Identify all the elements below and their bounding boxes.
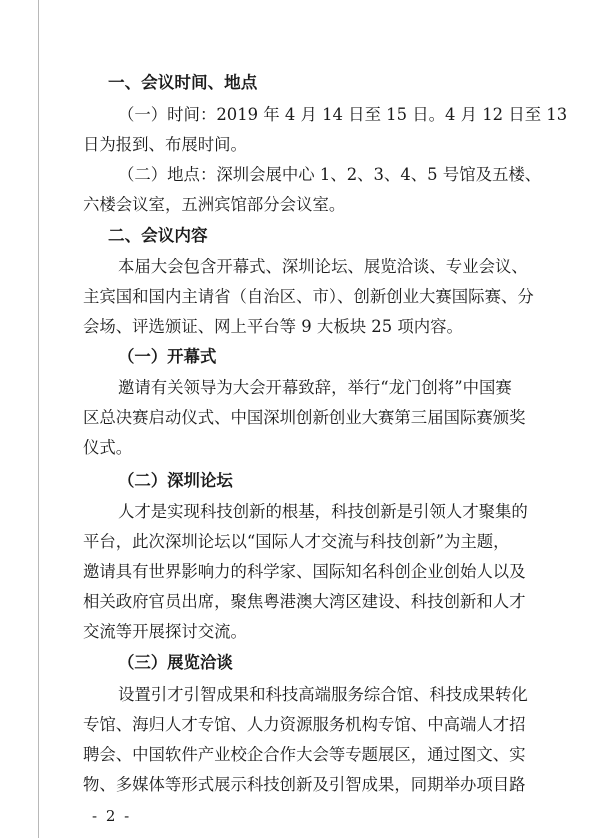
forum-line-3: 邀请具有世界影响力的科学家、国际知名科创企业创始人以及 bbox=[83, 562, 526, 581]
opening-line-2: 区总决赛启动仪式、中国深圳创新创业大赛第三届国际赛颁奖 bbox=[83, 408, 526, 427]
opening-ceremony-title: （一）开幕式 bbox=[118, 347, 217, 366]
time-line-1: （一）时间：2019 年 4 月 14 日至 15 日。4 月 12 日至 13 bbox=[118, 105, 568, 124]
exhibition-title: （三）展览洽谈 bbox=[118, 653, 233, 672]
forum-line-4: 相关政府官员出席，聚焦粤港澳大湾区建设、科技创新和人才 bbox=[83, 592, 526, 611]
section-2-heading: 二、会议内容 bbox=[108, 226, 208, 245]
location-line-1: （二）地点：深圳会展中心 1、2、3、4、5 号馆及五楼、 bbox=[118, 165, 542, 184]
exhibition-line-1: 设置引才引智成果和科技高端服务综合馆、科技成果转化 bbox=[118, 685, 528, 704]
forum-line-5: 交流等开展探讨交流。 bbox=[83, 622, 247, 641]
intro-line-1: 本届大会包含开幕式、深圳论坛、展览洽谈、专业会议、 bbox=[118, 257, 528, 276]
location-line-2: 六楼会议室，五洲宾馆部分会议室。 bbox=[83, 195, 346, 214]
section-1-heading: 一、会议时间、地点 bbox=[108, 73, 258, 92]
forum-line-1: 人才是实现科技创新的根基，科技创新是引领人才聚集的 bbox=[118, 502, 528, 521]
exhibition-line-4: 物、多媒体等形式展示科技创新及引智成果，同期举办项目路 bbox=[83, 775, 526, 794]
shenzhen-forum-title: （二）深圳论坛 bbox=[118, 471, 233, 490]
opening-line-3: 仪式。 bbox=[83, 438, 133, 457]
exhibition-line-3: 聘会、中国软件产业校企合作大会等专题展区，通过图文、实 bbox=[83, 745, 526, 764]
intro-line-3: 会场、评选颁证、网上平台等 9 大板块 25 项内容。 bbox=[83, 317, 463, 336]
opening-line-1: 邀请有关领导为大会开幕致辞，举行“龙门创将”中国赛 bbox=[118, 378, 512, 397]
time-line-2: 日为报到、布展时间。 bbox=[83, 135, 247, 154]
forum-line-2: 平台，此次深圳论坛以“国际人才交流与科技创新”为主题， bbox=[83, 532, 510, 551]
page-number: - 2 - bbox=[92, 807, 132, 825]
intro-line-2: 主宾国和国内主请省（自治区、市）、创新创业大赛国际赛、分 bbox=[83, 287, 534, 306]
exhibition-line-2: 专馆、海归人才专馆、人力资源服务机构专馆、中高端人才招 bbox=[83, 715, 526, 734]
